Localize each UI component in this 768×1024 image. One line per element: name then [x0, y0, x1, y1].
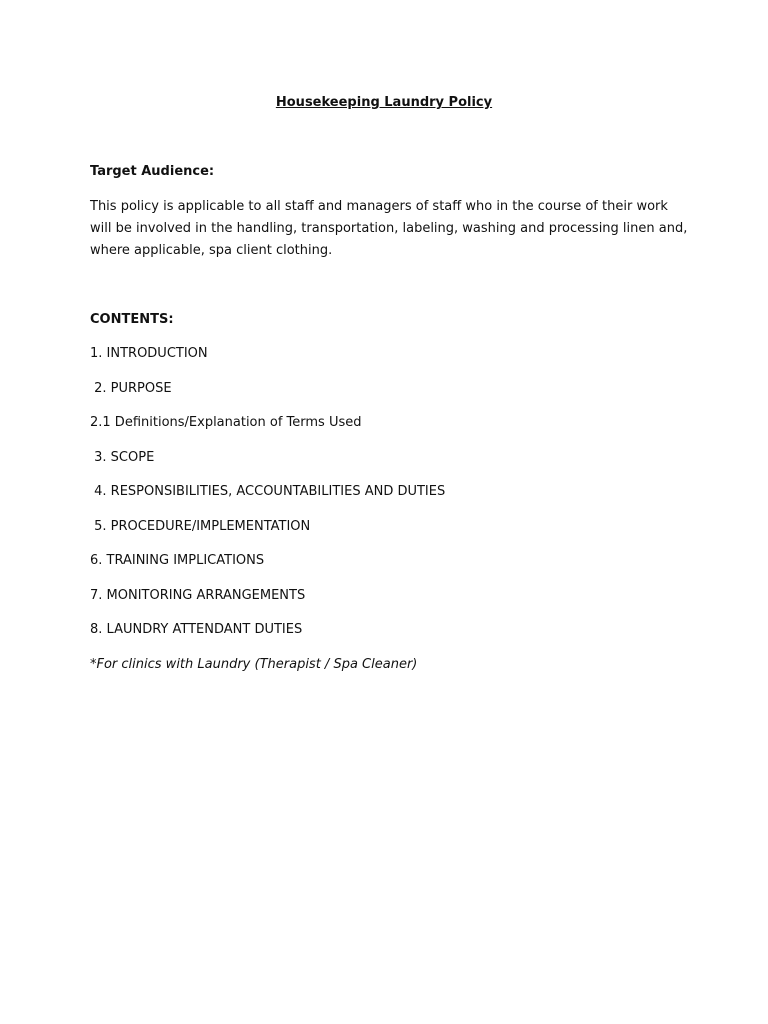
contents-heading: CONTENTS:: [90, 312, 174, 327]
target-audience-heading: Target Audience:: [90, 164, 215, 179]
toc-item-procedure: 5. PROCEDURE/IMPLEMENTATION: [90, 519, 311, 534]
toc-item-training: 6. TRAINING IMPLICATIONS: [90, 553, 265, 568]
toc-item-scope: 3. SCOPE: [90, 450, 155, 465]
toc-item-purpose: 2. PURPOSE: [90, 381, 172, 396]
toc-item-laundry-attendant: 8. LAUNDRY ATTENDANT DUTIES: [90, 622, 303, 637]
target-audience-text: This policy is applicable to all staff and managers of staff who in the course of their work will be involved in the handling, transportation, labeling, washing and processing linen and, where applicable, spa client clothing.: [90, 199, 688, 258]
toc-item-definitions: 2.1 Definitions/Explanation of Terms Used: [90, 415, 362, 430]
toc-item-monitoring: 7. MONITORING ARRANGEMENTS: [90, 588, 306, 603]
toc-item-responsibilities: 4. RESPONSIBILITIES, ACCOUNTABILITIES AND DUTIES: [90, 484, 446, 499]
document-title: Housekeeping Laundry Policy: [275, 95, 493, 110]
toc-item-introduction: 1. INTRODUCTION: [90, 346, 208, 361]
clinic-note: *For clinics with Laundry (Therapist / Spa Cleaner): [90, 657, 418, 672]
